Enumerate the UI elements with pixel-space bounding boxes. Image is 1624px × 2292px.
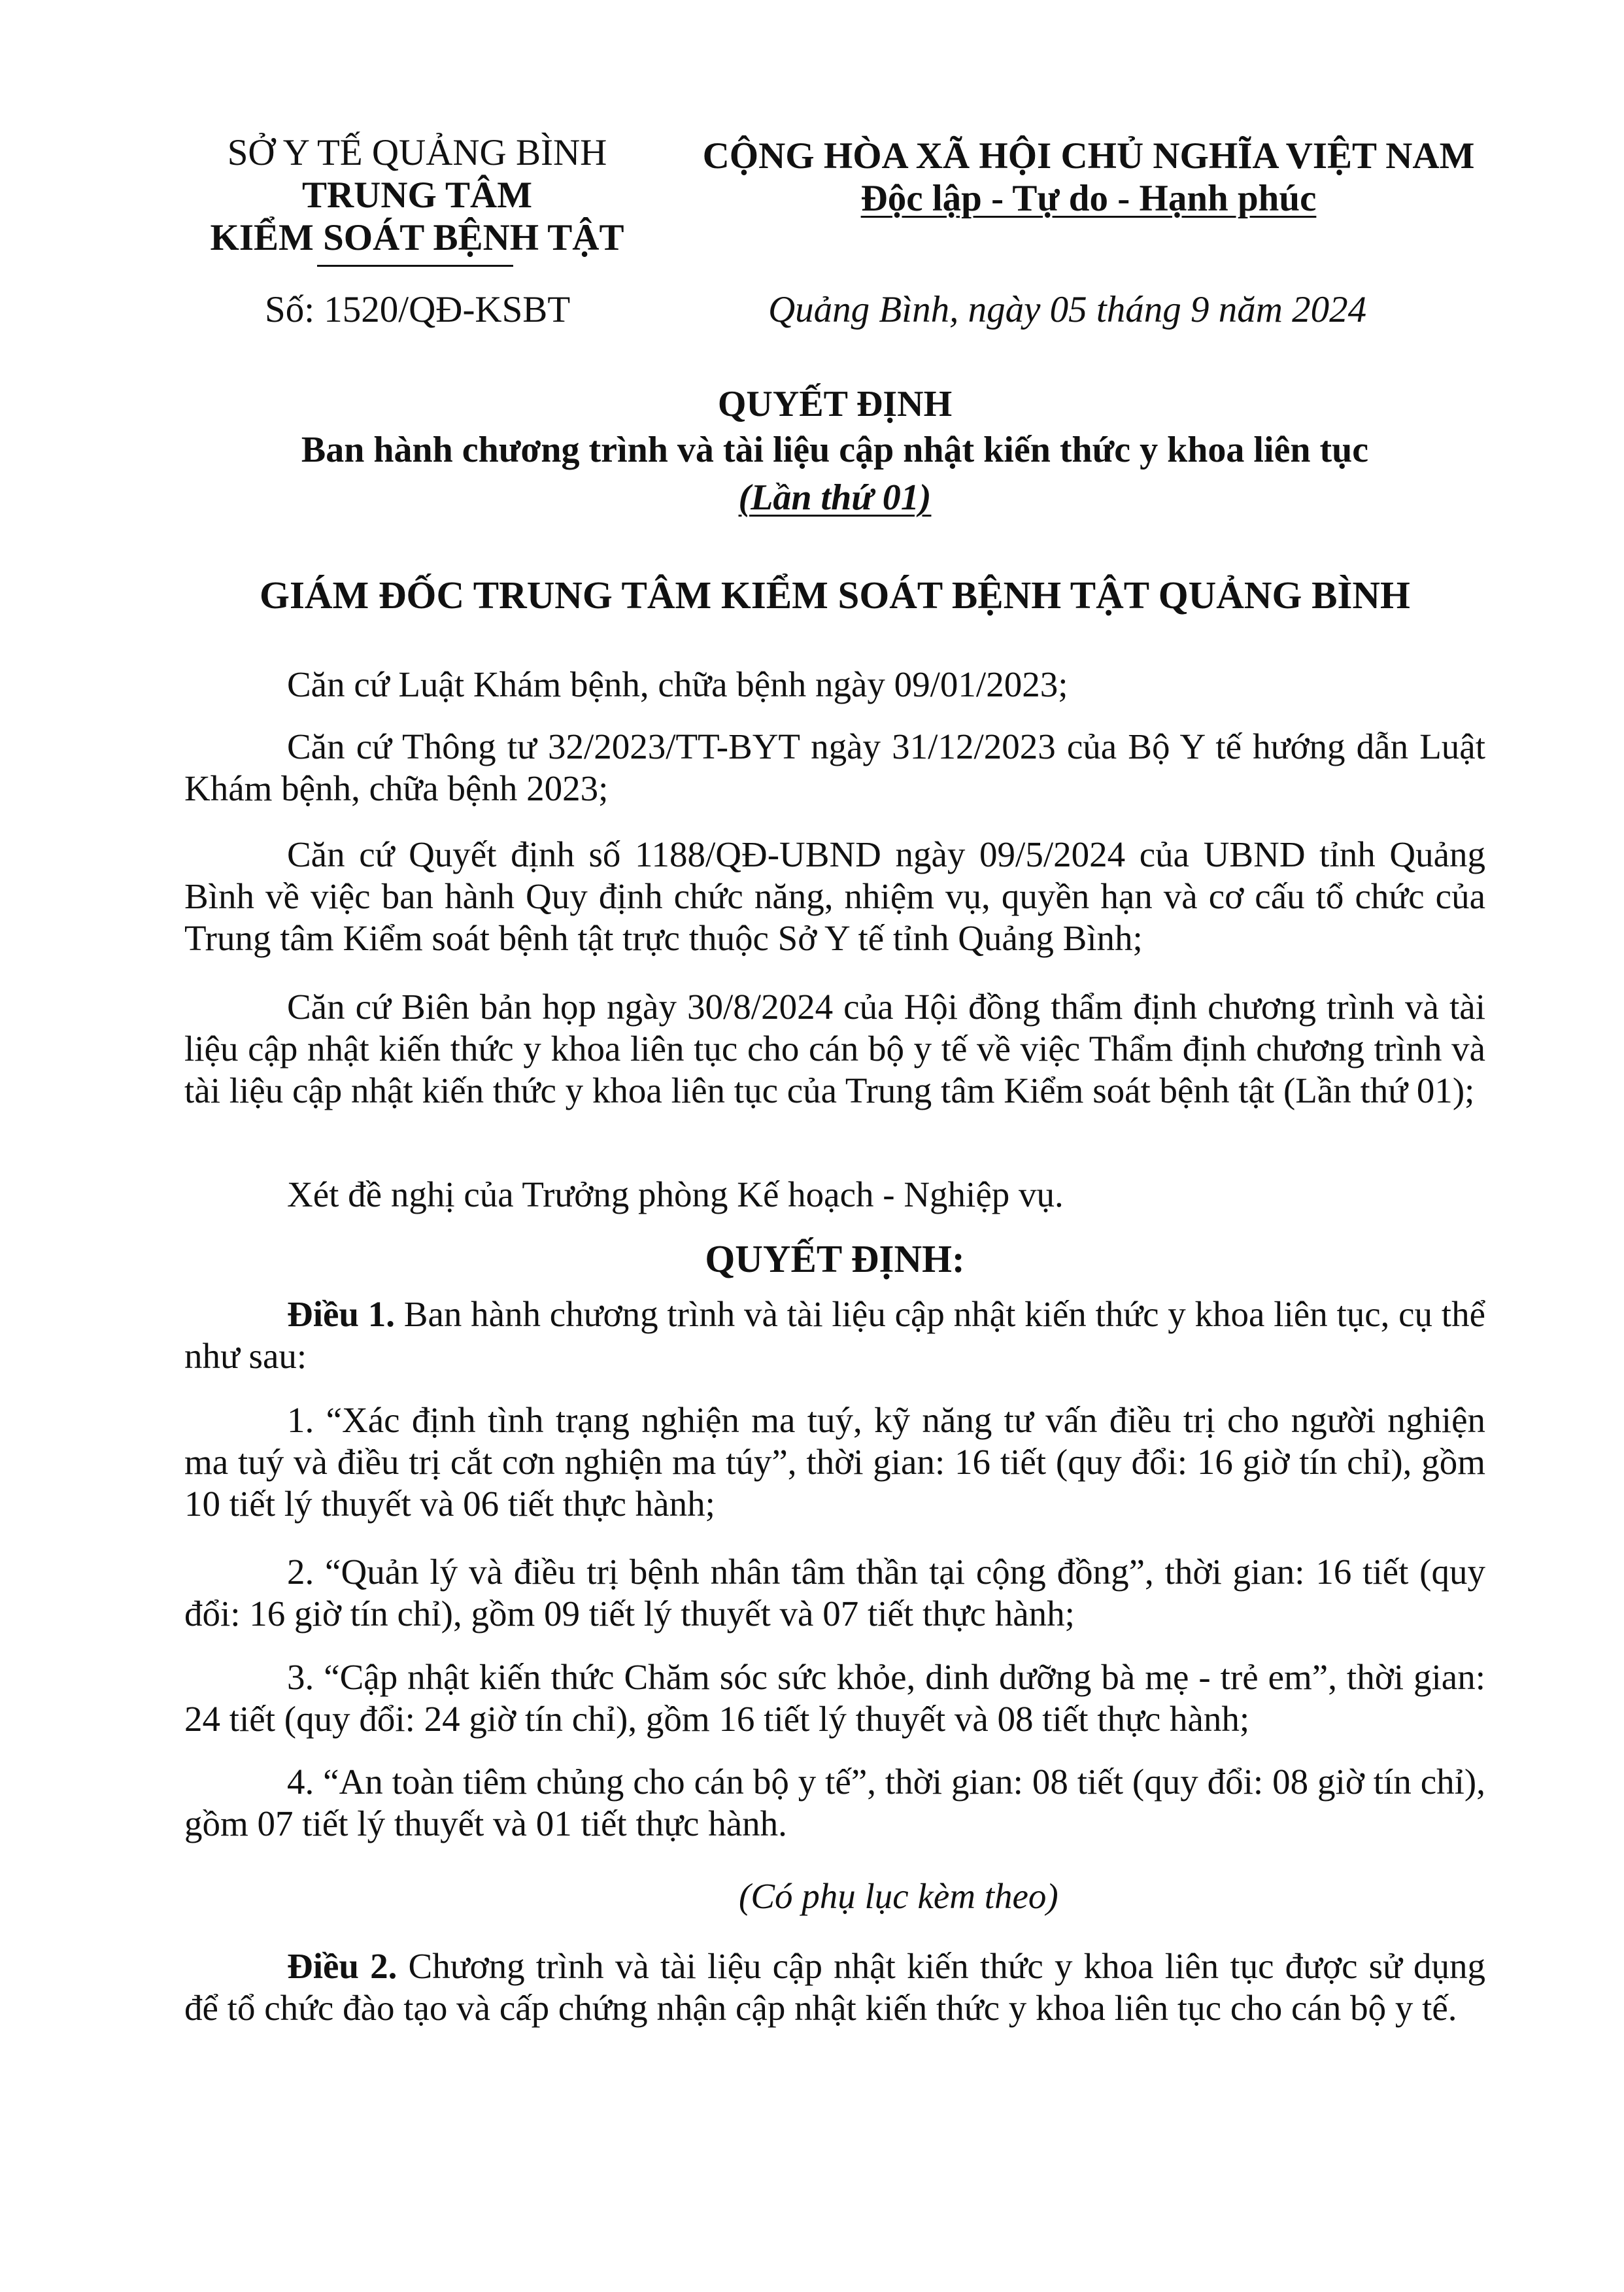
national-motto bbox=[690, 177, 1487, 221]
agency-name-line2-text: KIỂM SOÁT BỆNH TẬT bbox=[210, 217, 624, 258]
national-motto-text: Độc lập - Tự do - Hạnh phúc bbox=[860, 178, 1317, 219]
document-title bbox=[184, 383, 1485, 426]
country-name-text: CỘNG HÒA XÃ HỘI CHỦ NGHĨA VIỆT NAM bbox=[702, 135, 1475, 177]
agency-parent-text: SỞ Y TẾ QUẢNG BÌNH bbox=[227, 132, 607, 173]
appendix-note bbox=[739, 1875, 1058, 1917]
article-1-item-4: 4. “An toàn tiêm chủng cho cán bộ y tế”, thời gian: 08 tiết (quy đổi: 08 giờ tín chỉ), gồm 07 tiết lý thuyết và 01 tiết thực hành. bbox=[184, 1762, 1485, 1843]
issuing-authority-text: GIÁM ĐỐC TRUNG TÂM KIỂM SOÁT BỆNH TẬT QUẢNG BÌNH bbox=[260, 573, 1410, 617]
legal-basis-4: Căn cứ Biên bản họp ngày 30/8/2024 của Hội đồng thẩm định chương trình và tài liệu cập nhật kiến thức y khoa liên tục cho cán bộ y tế về việc Thẩm định chương trình và tài liệu cập nhật kiến thức y khoa liên tục của Trung tâm Kiểm soát bệnh tật (Lần thứ 01); bbox=[184, 987, 1485, 1110]
document-title-text: QUYẾT ĐỊNH bbox=[717, 384, 953, 424]
document-number bbox=[265, 288, 570, 332]
agency-parent bbox=[208, 131, 626, 175]
place-date-text: Quảng Bình, ngày 05 tháng 9 năm 2024 bbox=[768, 289, 1367, 330]
article-2-text: Chương trình và tài liệu cập nhật kiến thức y khoa liên tục được sử dụng để tổ chức đào tạo và cấp chứng nhận cập nhật kiến thức y khoa liên tục cho cán bộ y tế. bbox=[184, 1946, 1485, 2028]
document-edition bbox=[184, 476, 1485, 519]
decision-heading-text: QUYẾT ĐỊNH: bbox=[705, 1237, 965, 1280]
place-date bbox=[768, 288, 1366, 332]
issuing-authority bbox=[184, 572, 1485, 618]
article-1-item-1: 1. “Xác định tình trạng nghiện ma tuý, kỹ năng tư vấn điều trị cho người nghiện ma tuý và điều trị cắt cơn nghiện ma túy”, thời gian: 16 tiết (quy đổi: 16 giờ tín chỉ), gồm 10 tiết lý thuyết và 06 tiết thực hành; bbox=[184, 1400, 1485, 1524]
article-1-item-2: 2. “Quản lý và điều trị bệnh nhân tâm thần tại cộng đồng”, thời gian: 16 tiết (quy đổi: 16 giờ tín chỉ), gồm 09 tiết lý thuyết và 07 tiết thực hành; bbox=[184, 1552, 1485, 1633]
legal-basis-1: Căn cứ Luật Khám bệnh, chữa bệnh ngày 09/01/2023; bbox=[287, 664, 1068, 704]
article-2 bbox=[184, 1945, 1485, 2029]
document-edition-text: (Lần thứ 01) bbox=[738, 477, 932, 518]
article-1-label: Điều 1. bbox=[287, 1294, 396, 1334]
appendix-note-text: (Có phụ lục kèm theo) bbox=[739, 1876, 1058, 1916]
article-1-text: Ban hành chương trình và tài liệu cập nhật kiến thức y khoa liên tục, cụ thể như sau: bbox=[184, 1294, 1485, 1376]
agency-name-line2 bbox=[208, 216, 626, 260]
document-subject bbox=[184, 428, 1485, 471]
legal-basis-2: Căn cứ Thông tư 32/2023/TT-BYT ngày 31/12/2023 của Bộ Y tế hướng dẫn Luật Khám bệnh, chữa bệnh 2023; bbox=[184, 727, 1485, 808]
article-1 bbox=[184, 1293, 1485, 1377]
document-subject-text: Ban hành chương trình và tài liệu cập nhật kiến thức y khoa liên tục bbox=[301, 430, 1369, 470]
decision-heading bbox=[184, 1236, 1485, 1282]
article-1-item-3: 3. “Cập nhật kiến thức Chăm sóc sức khỏe, dinh dưỡng bà mẹ - trẻ em”, thời gian: 24 tiết (quy đổi: 24 giờ tín chỉ), gồm 16 tiết lý thuyết và 08 tiết thực hành; bbox=[184, 1657, 1485, 1739]
agency-name-line1 bbox=[208, 173, 626, 218]
agency-name-line1-text: TRUNG TÂM bbox=[301, 175, 533, 216]
legal-basis-5: Xét đề nghị của Trưởng phòng Kế hoạch - Nghiệp vụ. bbox=[287, 1174, 1064, 1214]
article-2-label: Điều 2. bbox=[287, 1946, 398, 1986]
legal-basis-3: Căn cứ Quyết định số 1188/QĐ-UBND ngày 09/5/2024 của UBND tỉnh Quảng Bình về việc ban hành Quy định chức năng, nhiệm vụ, quyền hạn và cơ cấu tổ chức của Trung tâm Kiểm soát bệnh tật trực thuộc Sở Y tế tỉnh Quảng Bình; bbox=[184, 834, 1485, 958]
country-name bbox=[690, 134, 1487, 179]
agency-divider bbox=[317, 265, 513, 267]
document-number-text: Số: 1520/QĐ-KSBT bbox=[265, 289, 571, 330]
